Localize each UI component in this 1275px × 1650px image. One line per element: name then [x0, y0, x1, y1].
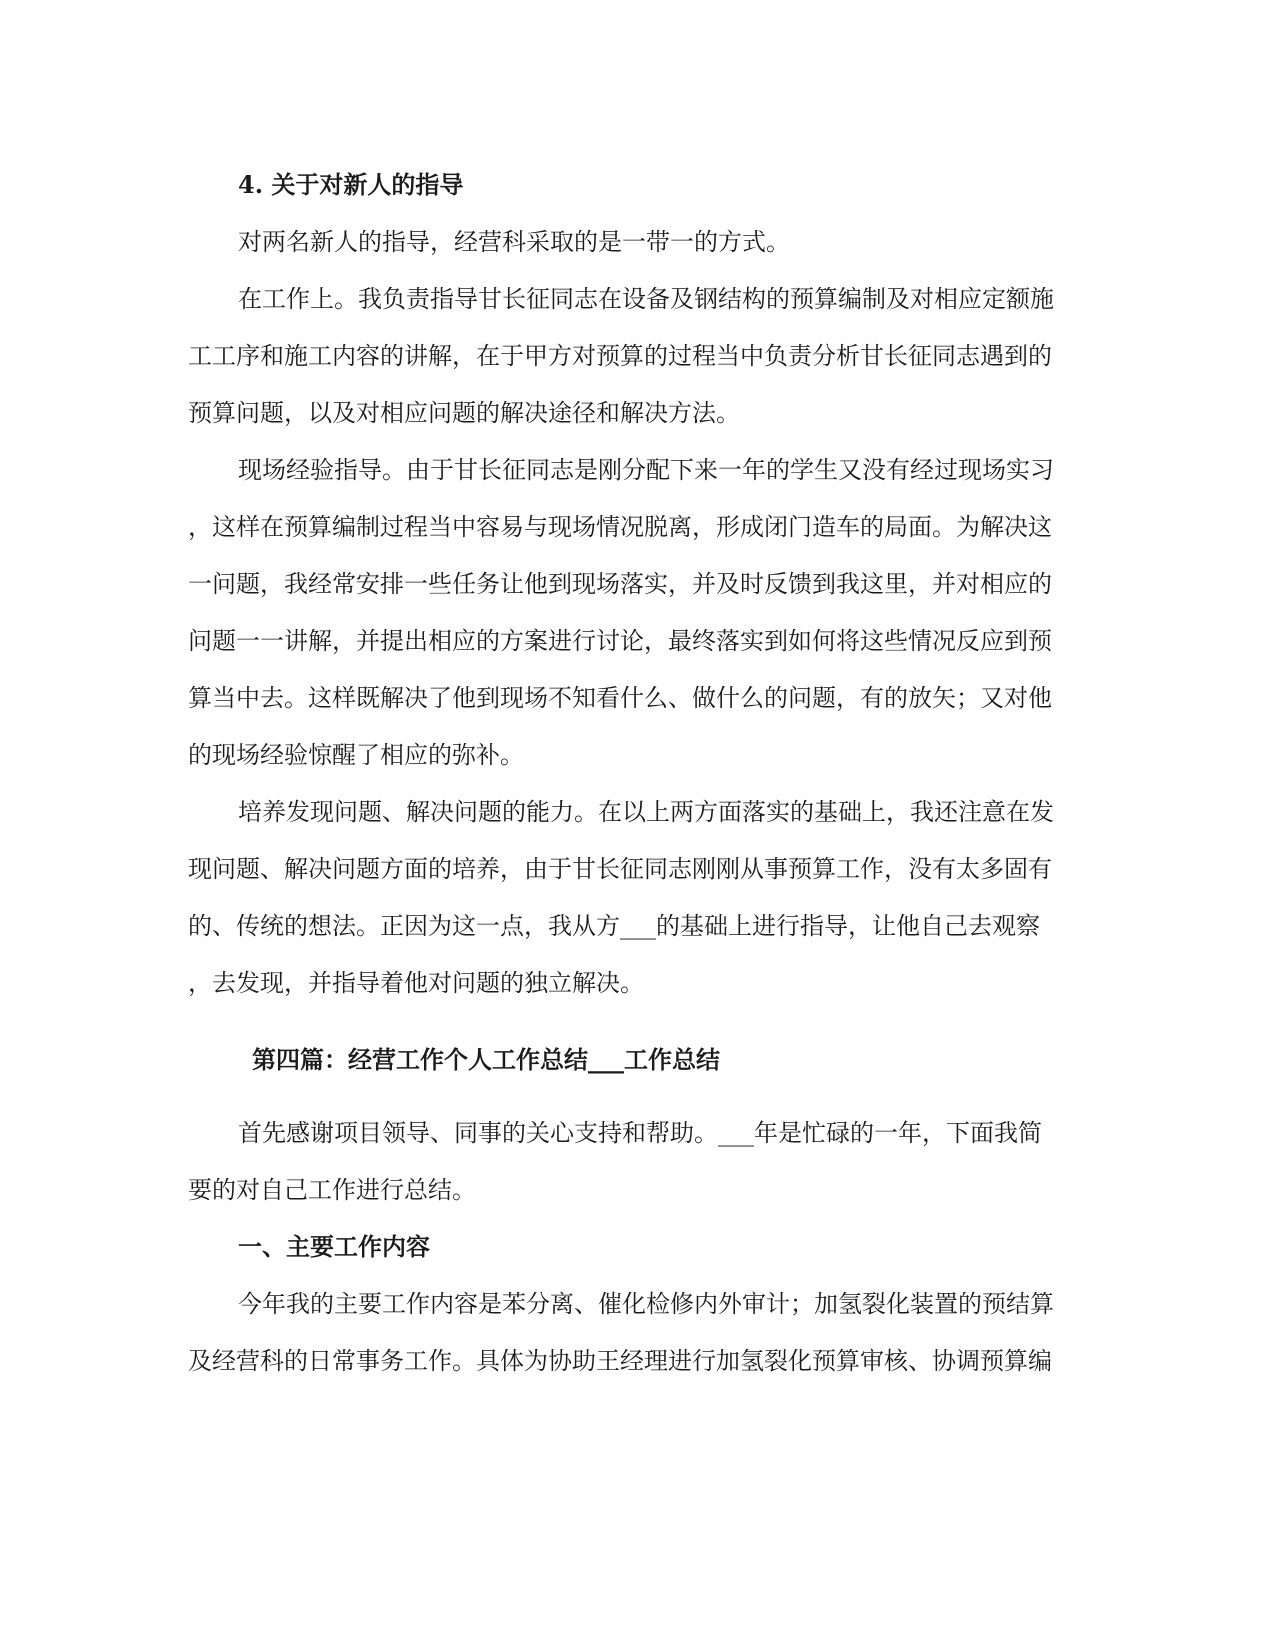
paragraph-line: 在工作上。我负责指导甘长征同志在设备及钢结构的预算编制及对相应定额施 — [238, 285, 1054, 313]
heading-main-work: 一、主要工作内容 — [238, 1232, 430, 1261]
paragraph-line: 现问题、解决问题方面的培养，由于甘长征同志刚刚从事预算工作，没有太多固有 — [188, 855, 1052, 883]
paragraph-line: 工工序和施工内容的讲解，在于甲方对预算的过程当中负责分析甘长征同志遇到的 — [188, 342, 1052, 370]
paragraph-line: ，这样在预算编制过程当中容易与现场情况脱离，形成闭门造车的局面。为解决这 — [188, 513, 1052, 541]
paragraph-line: 首先感谢项目领导、同事的关心支持和帮助。___年是忙碌的一年，下面我简 — [238, 1119, 1042, 1147]
paragraph-line: 算当中去。这样既解决了他到现场不知看什么、做什么的问题，有的放矢；又对他 — [188, 684, 1052, 712]
paragraph-line: 问题一一讲解，并提出相应的方案进行讨论，最终落实到如何将这些情况反应到预 — [188, 627, 1052, 655]
paragraph-line: 培养发现问题、解决问题的能力。在以上两方面落实的基础上，我还注意在发 — [238, 798, 1054, 826]
paragraph-line: 及经营科的日常事务工作。具体为协助王经理进行加氢裂化预算审核、协调预算编 — [188, 1347, 1052, 1375]
paragraph-line: 一问题，我经常安排一些任务让他到现场落实，并及时反馈到我这里，并对相应的 — [188, 570, 1052, 598]
paragraph-line: 对两名新人的指导，经营科采取的是一带一的方式。 — [238, 228, 790, 256]
paragraph-line: 现场经验指导。由于甘长征同志是刚分配下来一年的学生又没有经过现场实习 — [238, 456, 1054, 484]
paragraph-line: 今年我的主要工作内容是苯分离、催化检修内外审计；加氢裂化装置的预结算 — [238, 1290, 1054, 1318]
section-title: 第四篇：经营工作个人工作总结___工作总结 — [252, 1045, 720, 1074]
paragraph-line: 的现场经验惊醒了相应的弥补。 — [188, 741, 524, 769]
paragraph-line: 要的对自己工作进行总结。 — [188, 1176, 476, 1204]
paragraph-line: ，去发现，并指导着他对问题的独立解决。 — [188, 969, 644, 997]
heading-new-staff-guidance: 4. 关于对新人的指导 — [238, 170, 464, 199]
paragraph-line: 预算问题，以及对相应问题的解决途径和解决方法。 — [188, 399, 740, 427]
paragraph-line: 的、传统的想法。正因为这一点，我从方___的基础上进行指导，让他自己去观察 — [188, 912, 1040, 940]
